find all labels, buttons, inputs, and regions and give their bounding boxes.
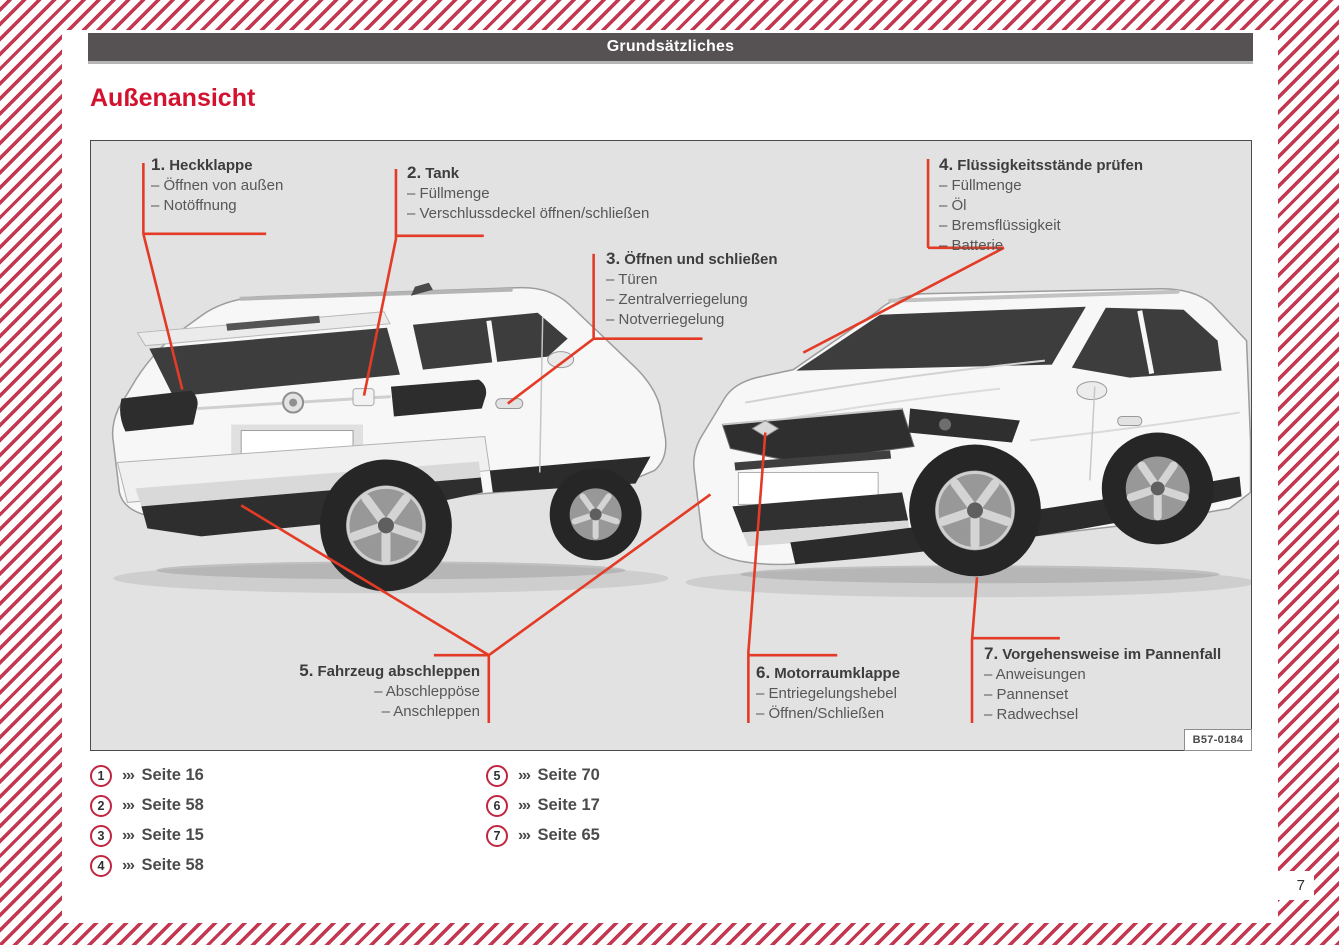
callout-item: – Öffnen von außen xyxy=(151,177,284,194)
callout-motorraumklappe xyxy=(756,663,900,724)
callout-title: Motorraumklappe xyxy=(774,665,901,682)
callout-item: – Zentralverriegelung xyxy=(606,291,748,308)
ref-number-badge: 4 xyxy=(90,855,112,877)
callout-item: – Notverriegelung xyxy=(606,311,725,328)
ref-number-badge: 3 xyxy=(90,825,112,847)
ref-page-label: Seite 58 xyxy=(141,796,204,814)
front-view-car-illustration xyxy=(685,289,1251,597)
callout-tank xyxy=(407,163,649,224)
page-number-value: 7 xyxy=(1296,877,1305,894)
callout-item: – Füllmenge xyxy=(407,185,490,202)
callout-number: 1. xyxy=(151,155,166,174)
door-handle xyxy=(1118,417,1142,426)
front-left-wheel xyxy=(909,445,1041,577)
callout-item: – Verschlussdeckel öffnen/schließen xyxy=(407,205,650,222)
rear-view-car-illustration xyxy=(113,283,669,593)
callout-item: – Batterie xyxy=(939,237,1004,254)
callout-number: 6. xyxy=(756,663,771,682)
ref-arrow-glyph: ››› xyxy=(518,766,530,784)
front-left-wheel xyxy=(550,468,642,560)
callout-title: Fahrzeug abschleppen xyxy=(317,663,480,680)
ref-page-label: Seite 70 xyxy=(537,766,600,784)
callout-fluessigkeitsstaende xyxy=(939,155,1143,256)
ref-arrow-glyph: ››› xyxy=(122,856,134,874)
callout-item: – Anweisungen xyxy=(984,666,1086,683)
callout-number: 4. xyxy=(939,155,954,174)
callout-heckklappe xyxy=(151,155,283,216)
fuel-door xyxy=(353,389,374,406)
ref-number-badge: 5 xyxy=(486,765,508,787)
callout-item: – Abschleppöse xyxy=(374,683,480,700)
callout-item: – Öl xyxy=(939,197,967,214)
ref-number-badge: 7 xyxy=(486,825,508,847)
ref-arrow-glyph: ››› xyxy=(122,796,134,814)
callout-title: Vorgehensweise im Pannenfall xyxy=(1002,646,1222,663)
ref-arrow-glyph: ››› xyxy=(518,796,530,814)
callout-oeffnen-und-schliessen xyxy=(606,249,778,330)
callout-title: Tank xyxy=(425,165,460,182)
side-mirror xyxy=(1077,382,1107,400)
callout-item: – Entriegelungshebel xyxy=(756,685,897,702)
reference-list-right xyxy=(486,765,600,855)
page-reference-7[interactable] xyxy=(486,825,600,846)
callout-number: 7. xyxy=(984,644,999,663)
chapter-header-bar xyxy=(88,33,1253,64)
ref-number-badge: 1 xyxy=(90,765,112,787)
ref-arrow-glyph: ››› xyxy=(122,826,134,844)
page-title: Außenansicht xyxy=(90,84,256,112)
rear-left-wheel xyxy=(1102,433,1214,545)
callout-item: – Notöffnung xyxy=(151,197,237,214)
headlight-lens xyxy=(939,419,951,431)
ref-number-badge: 6 xyxy=(486,795,508,817)
ref-arrow-glyph: ››› xyxy=(122,766,134,784)
callout-number: 3. xyxy=(606,249,621,268)
chapter-title: Grundsätzliches xyxy=(606,38,735,55)
callout-item: – Öffnen/Schließen xyxy=(756,705,885,722)
ref-arrow-glyph: ››› xyxy=(518,826,530,844)
ref-number-badge: 2 xyxy=(90,795,112,817)
ref-page-label: Seite 15 xyxy=(141,826,204,844)
callout-item: – Bremsflüssigkeit xyxy=(939,217,1061,234)
callout-title: Öffnen und schließen xyxy=(624,251,778,268)
page-reference-6[interactable] xyxy=(486,795,600,816)
ref-page-label: Seite 58 xyxy=(141,856,204,874)
callout-pannenfall xyxy=(984,644,1221,725)
figure-code: B57-0184 xyxy=(1184,729,1252,751)
ref-page-label: Seite 16 xyxy=(141,766,204,784)
page-reference-3[interactable] xyxy=(90,825,204,846)
callout-item: – Türen xyxy=(606,271,658,288)
callout-item: – Pannenset xyxy=(984,686,1069,703)
ref-page-label: Seite 65 xyxy=(537,826,600,844)
page-number xyxy=(1272,871,1314,900)
side-mirror xyxy=(548,352,574,368)
page-reference-4[interactable] xyxy=(90,855,204,876)
page-reference-5[interactable] xyxy=(486,765,600,786)
rear-left-wheel xyxy=(320,459,452,591)
page-reference-1[interactable] xyxy=(90,765,204,786)
callout-number: 5. xyxy=(299,661,314,680)
callout-number: 2. xyxy=(407,163,422,182)
callout-fahrzeug-abschleppen xyxy=(299,661,480,722)
callout-title: Heckklappe xyxy=(169,157,253,174)
callout-item: – Anschleppen xyxy=(381,703,480,720)
exterior-view-figure xyxy=(90,140,1252,751)
callout-item: – Radwechsel xyxy=(984,706,1079,723)
callout-title: Flüssigkeitsstände prüfen xyxy=(957,157,1144,174)
reference-list-left xyxy=(90,765,204,885)
callout-item: – Füllmenge xyxy=(939,177,1022,194)
ref-page-label: Seite 17 xyxy=(537,796,600,814)
seat-logo-rear-center xyxy=(289,399,297,407)
page-reference-2[interactable] xyxy=(90,795,204,816)
